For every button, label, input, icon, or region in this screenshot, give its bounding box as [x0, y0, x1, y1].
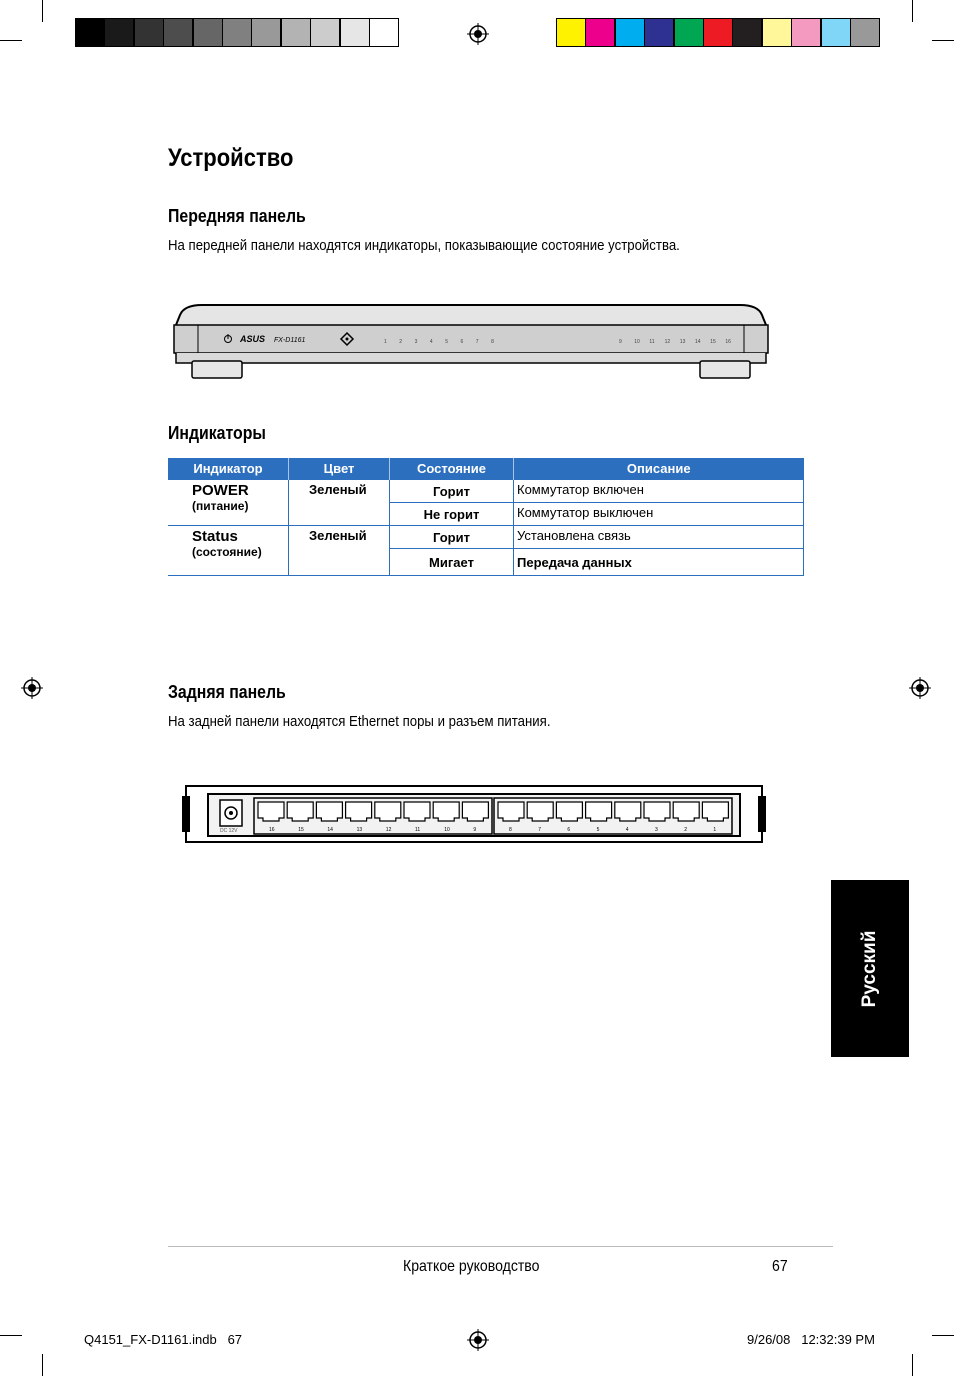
gray-swatch: [104, 18, 134, 47]
header-description: Описание: [514, 458, 804, 480]
footer-guide-title: Краткое руководство: [403, 1258, 540, 1275]
state-cell: Горит: [390, 526, 514, 549]
back-panel-illustration: [180, 780, 770, 850]
ethernet-port-label: 9: [473, 827, 477, 833]
description-cell: Коммутатор включен: [514, 480, 804, 503]
ethernet-port: [644, 802, 670, 821]
description-cell: Передача данных: [514, 549, 804, 576]
brand-logo: ASUS: [240, 334, 266, 344]
port-led-label: 3: [414, 339, 418, 345]
front-panel-illustration: [172, 303, 770, 381]
state-cell: Не горит: [390, 503, 514, 526]
ethernet-port: [346, 802, 372, 821]
indicator-subname: (состояние): [192, 545, 262, 559]
ethernet-port-label: 8: [509, 827, 512, 833]
ethernet-port-label: 2: [684, 827, 687, 833]
front-panel-text: На передней панели находятся индикаторы, показывающие состояние устройства.: [168, 237, 680, 254]
slug-file-info: Q4151_FX-D1161.indb 67: [84, 1332, 243, 1347]
indicator-cell: [168, 526, 289, 576]
port-led-label: 6: [460, 339, 464, 345]
registration-mark-icon: [467, 23, 489, 45]
model-name: FX-D1161: [274, 337, 306, 344]
ethernet-port-label: 7: [538, 827, 541, 833]
ethernet-port: [375, 802, 401, 821]
power-jack-label: DC 12V: [220, 828, 238, 834]
ethernet-port-label: 14: [327, 827, 333, 833]
page-title: Устройство: [168, 144, 294, 172]
port-led-label: 4: [429, 339, 433, 345]
gray-swatch: [281, 18, 311, 47]
port-led-label: 9: [619, 339, 622, 345]
ethernet-port: [527, 802, 553, 821]
description-cell: Установлена связь: [514, 526, 804, 549]
indicators-table: [168, 458, 804, 576]
color-swatch: [821, 18, 851, 47]
ethernet-port: [258, 802, 284, 821]
ethernet-port-label: 16: [269, 827, 275, 833]
ethernet-port: [556, 802, 582, 821]
ethernet-port-label: 1: [713, 827, 717, 833]
back-panel-text: На задней панели находятся Ethernet поры и разъем питания.: [168, 713, 551, 730]
port-led-label: 5: [445, 339, 448, 345]
port-led-label: 12: [664, 339, 671, 345]
header-state: Состояние: [390, 458, 514, 480]
ethernet-port-label: 3: [655, 827, 658, 833]
color-swatch: [762, 18, 792, 47]
ethernet-port: [615, 802, 641, 821]
color-swatch: [674, 18, 704, 47]
indicator-name: POWER: [192, 482, 249, 499]
port-led-label: 10: [634, 339, 640, 345]
indicators-heading: Индикаторы: [168, 423, 266, 443]
gray-swatch: [193, 18, 223, 47]
color-swatch: [791, 18, 821, 47]
color-cell: Зеленый: [289, 480, 390, 526]
ethernet-port-label: 5: [596, 827, 600, 833]
table-header-row: [168, 458, 804, 480]
footer-divider: [168, 1246, 833, 1247]
ethernet-port-label: 12: [385, 827, 392, 833]
gray-swatch: [134, 18, 164, 47]
ethernet-port: [316, 802, 342, 821]
state-cell: Мигает: [390, 549, 514, 576]
back-panel-heading: Задняя панель: [168, 682, 286, 702]
ethernet-port-label: 6: [567, 827, 571, 833]
gray-swatch: [310, 18, 340, 47]
ethernet-port-label: 11: [415, 827, 421, 833]
ethernet-port: [498, 802, 524, 821]
slug-date: 9/26/08 12:32:39 PM: [747, 1332, 875, 1347]
color-swatch: [615, 18, 645, 47]
header-indicator: Индикатор: [168, 458, 289, 480]
port-led-label: 7: [475, 339, 479, 345]
table-row: [168, 526, 804, 549]
registration-mark-icon: [467, 1329, 489, 1351]
ethernet-port: [586, 802, 612, 821]
gray-swatch: [369, 18, 399, 47]
ethernet-port: [287, 802, 313, 821]
gray-swatch: [222, 18, 252, 47]
ethernet-port-label: 10: [444, 827, 450, 833]
language-tab-label: Русский: [859, 930, 880, 1007]
color-swatch: [732, 18, 762, 47]
indicator-subname: (питание): [192, 499, 249, 513]
gray-swatch: [163, 18, 193, 47]
description-cell: Коммутатор выключен: [514, 503, 804, 526]
color-swatch: [556, 18, 586, 47]
gray-swatch: [340, 18, 370, 47]
indicator-cell: [168, 480, 289, 526]
ethernet-port-label: 15: [298, 827, 304, 833]
registration-mark-icon: [21, 677, 43, 699]
color-swatch: [703, 18, 733, 47]
port-led-label: 14: [695, 339, 701, 345]
ethernet-port-label: 4: [625, 827, 629, 833]
ethernet-port: [433, 802, 459, 821]
ethernet-port: [702, 802, 728, 821]
front-panel-heading: Передняя панель: [168, 206, 306, 226]
header-color: Цвет: [289, 458, 390, 480]
port-led-label: 1: [384, 339, 387, 345]
color-cell: Зеленый: [289, 526, 390, 576]
page-number: 67: [772, 1258, 788, 1275]
registration-mark-icon: [909, 677, 931, 699]
table-row: [168, 480, 804, 503]
state-cell: Горит: [390, 480, 514, 503]
language-tab: [831, 880, 909, 1057]
ethernet-port: [404, 802, 430, 821]
ethernet-port-label: 13: [356, 827, 363, 833]
port-led-label: 16: [725, 339, 731, 345]
port-led-label: 13: [679, 339, 686, 345]
port-led-label: 11: [649, 339, 655, 345]
port-led-label: 15: [710, 339, 716, 345]
gray-swatch: [75, 18, 105, 47]
port-led-label: 2: [399, 339, 403, 345]
ethernet-port: [673, 802, 699, 821]
color-swatch: [850, 18, 880, 47]
ethernet-port: [462, 802, 488, 821]
color-swatch: [585, 18, 615, 47]
gray-swatch: [251, 18, 281, 47]
indicator-name: Status: [192, 528, 238, 545]
color-swatch: [644, 18, 674, 47]
port-led-label: 8: [491, 339, 494, 345]
